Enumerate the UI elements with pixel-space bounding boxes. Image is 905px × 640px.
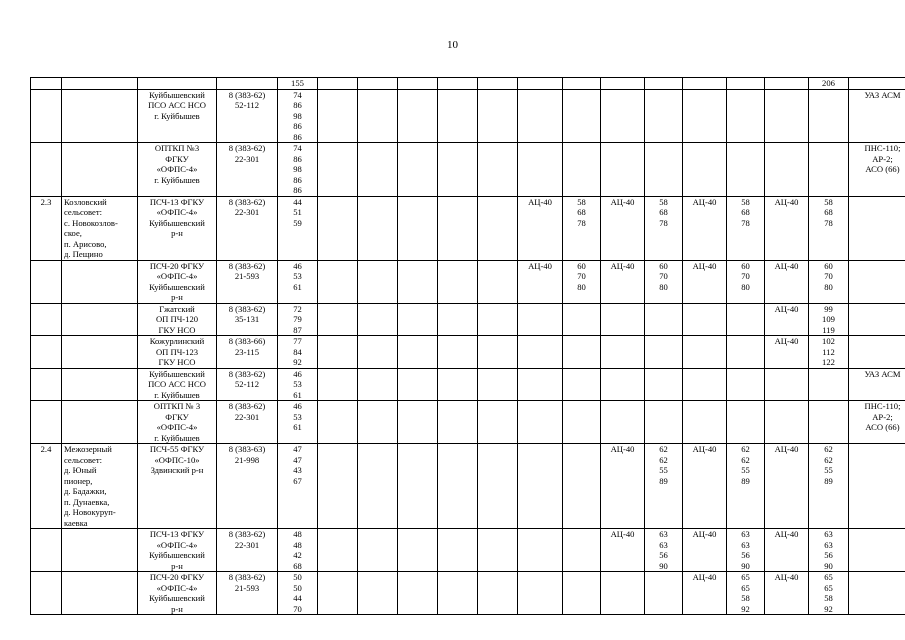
- cell-phone: 8 (383-62) 21-593: [217, 260, 278, 303]
- cell-settlement-name: [62, 529, 138, 572]
- cell-row-number: [31, 143, 62, 197]
- table-row: [31, 143, 905, 197]
- cell-col-6: [318, 401, 358, 444]
- cell-col-6: [318, 89, 358, 143]
- cell-distance: 47 47 43 67: [278, 444, 318, 529]
- cell-col-10: [478, 78, 518, 90]
- cell-col-7: [358, 529, 398, 572]
- cell-unit-name: Кожурлинский ОП ПЧ-123 ГКУ НСО: [138, 336, 217, 369]
- cell-vehicle-b: [601, 572, 645, 615]
- cell-time-d: 99 109 119: [809, 303, 849, 336]
- cell-col-8: [398, 196, 438, 260]
- cell-col-10: [478, 303, 518, 336]
- cell-time-a: [563, 89, 601, 143]
- cell-col-7: [358, 260, 398, 303]
- cell-vehicle-a: [518, 78, 563, 90]
- cell-vehicle-d: АЦ-40: [765, 336, 809, 369]
- cell-row-number: 2.4: [31, 444, 62, 529]
- cell-time-a: [563, 529, 601, 572]
- cell-settlement-name: [62, 401, 138, 444]
- cell-special-equipment: [849, 444, 905, 529]
- cell-col-10: [478, 336, 518, 369]
- cell-unit-name: Куйбышевский ПСО АСС НСО г. Куйбышев: [138, 89, 217, 143]
- cell-vehicle-c: [683, 401, 727, 444]
- cell-col-6: [318, 143, 358, 197]
- cell-phone: 8 (383-62) 35-131: [217, 303, 278, 336]
- cell-vehicle-c: АЦ-40: [683, 572, 727, 615]
- cell-col-10: [478, 196, 518, 260]
- cell-special-equipment: [849, 572, 905, 615]
- cell-unit-name: ПСЧ-13 ФГКУ «ОФПС-4» Куйбышевский р-н: [138, 196, 217, 260]
- cell-time-d: 65 65 58 92: [809, 572, 849, 615]
- cell-row-number: [31, 368, 62, 401]
- cell-time-b: [645, 368, 683, 401]
- cell-col-6: [318, 336, 358, 369]
- cell-distance: 46 53 61: [278, 260, 318, 303]
- cell-row-number: [31, 78, 62, 90]
- cell-col-9: [438, 572, 478, 615]
- cell-time-b: 63 63 56 90: [645, 529, 683, 572]
- table-row: [31, 401, 905, 444]
- cell-settlement-name: [62, 89, 138, 143]
- cell-vehicle-c: [683, 89, 727, 143]
- cell-vehicle-c: АЦ-40: [683, 444, 727, 529]
- cell-time-a: [563, 78, 601, 90]
- cell-col-6: [318, 260, 358, 303]
- cell-time-c: 63 63 56 90: [727, 529, 765, 572]
- cell-col-7: [358, 572, 398, 615]
- cell-time-d: [809, 143, 849, 197]
- table-row: [31, 196, 905, 260]
- cell-col-7: [358, 143, 398, 197]
- cell-time-d: 62 62 55 89: [809, 444, 849, 529]
- cell-time-b: 58 68 78: [645, 196, 683, 260]
- cell-phone: 8 (383-66) 23-115: [217, 336, 278, 369]
- cell-special-equipment: УАЗ АСМ: [849, 89, 905, 143]
- cell-vehicle-b: [601, 143, 645, 197]
- cell-distance: 48 48 42 68: [278, 529, 318, 572]
- cell-phone: 8 (383-62) 22-301: [217, 401, 278, 444]
- cell-time-c: [727, 89, 765, 143]
- cell-time-b: [645, 303, 683, 336]
- cell-vehicle-a: [518, 444, 563, 529]
- cell-col-7: [358, 368, 398, 401]
- cell-vehicle-c: [683, 78, 727, 90]
- cell-vehicle-d: [765, 89, 809, 143]
- cell-time-a: [563, 444, 601, 529]
- cell-col-8: [398, 368, 438, 401]
- cell-vehicle-c: [683, 368, 727, 401]
- cell-settlement-name: [62, 368, 138, 401]
- cell-col-6: [318, 368, 358, 401]
- cell-vehicle-d: АЦ-40: [765, 529, 809, 572]
- cell-col-10: [478, 89, 518, 143]
- cell-row-number: [31, 303, 62, 336]
- cell-time-a: 58 68 78: [563, 196, 601, 260]
- cell-vehicle-a: АЦ-40: [518, 260, 563, 303]
- cell-time-a: [563, 572, 601, 615]
- cell-col-8: [398, 89, 438, 143]
- cell-settlement-name: Козловский сельсовет: с. Новокозлов- ское, п. Арисово, д. Пещино: [62, 196, 138, 260]
- cell-vehicle-b: [601, 401, 645, 444]
- cell-special-equipment: [849, 336, 905, 369]
- cell-settlement-name: [62, 572, 138, 615]
- cell-phone: 8 (383-62) 22-301: [217, 529, 278, 572]
- cell-time-c: [727, 78, 765, 90]
- cell-row-number: [31, 336, 62, 369]
- cell-distance: 77 84 92: [278, 336, 318, 369]
- cell-distance: 50 50 44 70: [278, 572, 318, 615]
- cell-time-a: [563, 401, 601, 444]
- cell-time-d: 58 68 78: [809, 196, 849, 260]
- cell-special-equipment: УАЗ АСМ: [849, 368, 905, 401]
- cell-col-8: [398, 444, 438, 529]
- cell-col-9: [438, 401, 478, 444]
- cell-phone: 8 (383-62) 52-112: [217, 368, 278, 401]
- table-row: [31, 89, 905, 143]
- cell-vehicle-d: [765, 143, 809, 197]
- cell-time-b: 62 62 55 89: [645, 444, 683, 529]
- cell-special-equipment: [849, 78, 905, 90]
- cell-vehicle-b: [601, 336, 645, 369]
- table-row: [31, 368, 905, 401]
- cell-vehicle-b: [601, 303, 645, 336]
- cell-distance: 155: [278, 78, 318, 90]
- cell-time-c: [727, 368, 765, 401]
- cell-col-6: [318, 78, 358, 90]
- table-row: [31, 529, 905, 572]
- table-row: [31, 260, 905, 303]
- cell-col-6: [318, 303, 358, 336]
- cell-time-b: [645, 572, 683, 615]
- cell-vehicle-c: АЦ-40: [683, 529, 727, 572]
- cell-vehicle-a: [518, 89, 563, 143]
- cell-unit-name: ПСЧ-20 ФГКУ «ОФПС-4» Куйбышевский р-н: [138, 260, 217, 303]
- cell-vehicle-a: [518, 303, 563, 336]
- cell-distance: 44 51 59: [278, 196, 318, 260]
- cell-col-7: [358, 336, 398, 369]
- cell-time-a: [563, 368, 601, 401]
- cell-special-equipment: ПНС-110; АР-2; АСО (66): [849, 401, 905, 444]
- cell-time-c: 58 68 78: [727, 196, 765, 260]
- cell-row-number: [31, 572, 62, 615]
- cell-col-7: [358, 444, 398, 529]
- cell-vehicle-d: АЦ-40: [765, 196, 809, 260]
- cell-time-c: 60 70 80: [727, 260, 765, 303]
- cell-col-7: [358, 196, 398, 260]
- cell-special-equipment: [849, 303, 905, 336]
- cell-col-9: [438, 143, 478, 197]
- cell-col-6: [318, 529, 358, 572]
- page-number: 10: [447, 39, 458, 51]
- cell-phone: [217, 78, 278, 90]
- cell-settlement-name: [62, 303, 138, 336]
- cell-vehicle-b: [601, 78, 645, 90]
- cell-col-9: [438, 336, 478, 369]
- cell-vehicle-c: [683, 336, 727, 369]
- cell-time-b: [645, 89, 683, 143]
- cell-col-9: [438, 196, 478, 260]
- cell-unit-name: Гжатский ОП ПЧ-120 ГКУ НСО: [138, 303, 217, 336]
- cell-unit-name: Куйбышевский ПСО АСС НСО г. Куйбышев: [138, 368, 217, 401]
- cell-unit-name: [138, 78, 217, 90]
- table-row: [31, 336, 905, 369]
- cell-col-9: [438, 89, 478, 143]
- cell-vehicle-b: [601, 368, 645, 401]
- cell-time-d: [809, 89, 849, 143]
- cell-settlement-name: [62, 143, 138, 197]
- cell-phone: 8 (383-62) 22-301: [217, 143, 278, 197]
- cell-col-7: [358, 303, 398, 336]
- cell-phone: 8 (383-62) 22-301: [217, 196, 278, 260]
- cell-col-9: [438, 303, 478, 336]
- cell-time-d: 63 63 56 90: [809, 529, 849, 572]
- cell-settlement-name: [62, 78, 138, 90]
- table-row: [31, 444, 905, 529]
- cell-vehicle-b: АЦ-40: [601, 260, 645, 303]
- cell-col-8: [398, 303, 438, 336]
- cell-col-8: [398, 572, 438, 615]
- cell-col-8: [398, 401, 438, 444]
- cell-vehicle-c: [683, 303, 727, 336]
- cell-col-9: [438, 78, 478, 90]
- cell-vehicle-a: [518, 572, 563, 615]
- cell-row-number: [31, 529, 62, 572]
- cell-col-7: [358, 78, 398, 90]
- cell-distance: 74 86 98 86 86: [278, 89, 318, 143]
- cell-col-10: [478, 143, 518, 197]
- cell-vehicle-d: [765, 368, 809, 401]
- cell-time-c: [727, 303, 765, 336]
- cell-vehicle-d: АЦ-40: [765, 260, 809, 303]
- cell-col-6: [318, 572, 358, 615]
- cell-time-b: [645, 143, 683, 197]
- cell-time-d: 102 112 122: [809, 336, 849, 369]
- cell-time-b: 60 70 80: [645, 260, 683, 303]
- cell-vehicle-a: [518, 368, 563, 401]
- cell-distance: 46 53 61: [278, 368, 318, 401]
- cell-vehicle-a: [518, 143, 563, 197]
- cell-vehicle-c: АЦ-40: [683, 196, 727, 260]
- cell-col-10: [478, 260, 518, 303]
- cell-vehicle-b: АЦ-40: [601, 196, 645, 260]
- cell-col-8: [398, 78, 438, 90]
- cell-vehicle-c: [683, 143, 727, 197]
- cell-time-a: [563, 303, 601, 336]
- cell-time-a: 60 70 80: [563, 260, 601, 303]
- cell-distance: 46 53 61: [278, 401, 318, 444]
- cell-col-10: [478, 529, 518, 572]
- cell-col-8: [398, 143, 438, 197]
- fire-units-table: [30, 77, 905, 615]
- cell-time-a: [563, 336, 601, 369]
- cell-time-c: 65 65 58 92: [727, 572, 765, 615]
- cell-vehicle-a: [518, 401, 563, 444]
- cell-row-number: [31, 401, 62, 444]
- cell-settlement-name: [62, 336, 138, 369]
- cell-settlement-name: Межозерный сельсовет: д. Юный пионер, д. Бадажки, п. Дунаевка, д. Новокуруп- каевка: [62, 444, 138, 529]
- cell-time-a: [563, 143, 601, 197]
- cell-col-9: [438, 260, 478, 303]
- cell-vehicle-d: АЦ-40: [765, 303, 809, 336]
- table-row: [31, 78, 905, 90]
- cell-col-6: [318, 196, 358, 260]
- cell-vehicle-b: АЦ-40: [601, 529, 645, 572]
- cell-special-equipment: [849, 260, 905, 303]
- cell-col-10: [478, 401, 518, 444]
- cell-time-d: 60 70 80: [809, 260, 849, 303]
- table-row: [31, 303, 905, 336]
- cell-vehicle-d: [765, 78, 809, 90]
- cell-vehicle-d: АЦ-40: [765, 444, 809, 529]
- cell-time-b: [645, 401, 683, 444]
- cell-vehicle-d: [765, 401, 809, 444]
- cell-col-10: [478, 444, 518, 529]
- cell-vehicle-a: [518, 529, 563, 572]
- cell-unit-name: ПСЧ-55 ФГКУ «ОФПС-10» Здвинский р-н: [138, 444, 217, 529]
- cell-unit-name: ПСЧ-13 ФГКУ «ОФПС-4» Куйбышевский р-н: [138, 529, 217, 572]
- cell-unit-name: ОПТКП №3 ФГКУ «ОФПС-4» г. Куйбышев: [138, 143, 217, 197]
- cell-col-9: [438, 368, 478, 401]
- table-row: [31, 572, 905, 615]
- cell-phone: 8 (383-62) 52-112: [217, 89, 278, 143]
- cell-col-7: [358, 401, 398, 444]
- cell-phone: 8 (383-62) 21-593: [217, 572, 278, 615]
- cell-time-c: [727, 143, 765, 197]
- cell-row-number: [31, 260, 62, 303]
- cell-vehicle-b: [601, 89, 645, 143]
- cell-time-b: [645, 78, 683, 90]
- cell-time-c: [727, 336, 765, 369]
- cell-row-number: [31, 89, 62, 143]
- cell-phone: 8 (383-63) 21-998: [217, 444, 278, 529]
- cell-col-8: [398, 529, 438, 572]
- cell-time-d: [809, 368, 849, 401]
- cell-vehicle-b: АЦ-40: [601, 444, 645, 529]
- cell-vehicle-a: АЦ-40: [518, 196, 563, 260]
- cell-special-equipment: ПНС-110; АР-2; АСО (66): [849, 143, 905, 197]
- cell-col-8: [398, 260, 438, 303]
- cell-col-9: [438, 529, 478, 572]
- cell-time-b: [645, 336, 683, 369]
- cell-special-equipment: [849, 529, 905, 572]
- cell-vehicle-c: АЦ-40: [683, 260, 727, 303]
- cell-special-equipment: [849, 196, 905, 260]
- cell-distance: 72 79 87: [278, 303, 318, 336]
- cell-vehicle-a: [518, 336, 563, 369]
- cell-row-number: 2.3: [31, 196, 62, 260]
- cell-col-6: [318, 444, 358, 529]
- cell-time-d: 206: [809, 78, 849, 90]
- cell-unit-name: ОПТКП № 3 ФГКУ «ОФПС-4» г. Куйбышев: [138, 401, 217, 444]
- cell-time-c: [727, 401, 765, 444]
- cell-settlement-name: [62, 260, 138, 303]
- cell-unit-name: ПСЧ-20 ФГКУ «ОФПС-4» Куйбышевский р-н: [138, 572, 217, 615]
- cell-col-9: [438, 444, 478, 529]
- cell-col-7: [358, 89, 398, 143]
- cell-col-10: [478, 572, 518, 615]
- cell-col-8: [398, 336, 438, 369]
- cell-distance: 74 86 98 86 86: [278, 143, 318, 197]
- cell-time-d: [809, 401, 849, 444]
- cell-vehicle-d: АЦ-40: [765, 572, 809, 615]
- cell-time-c: 62 62 55 89: [727, 444, 765, 529]
- cell-col-10: [478, 368, 518, 401]
